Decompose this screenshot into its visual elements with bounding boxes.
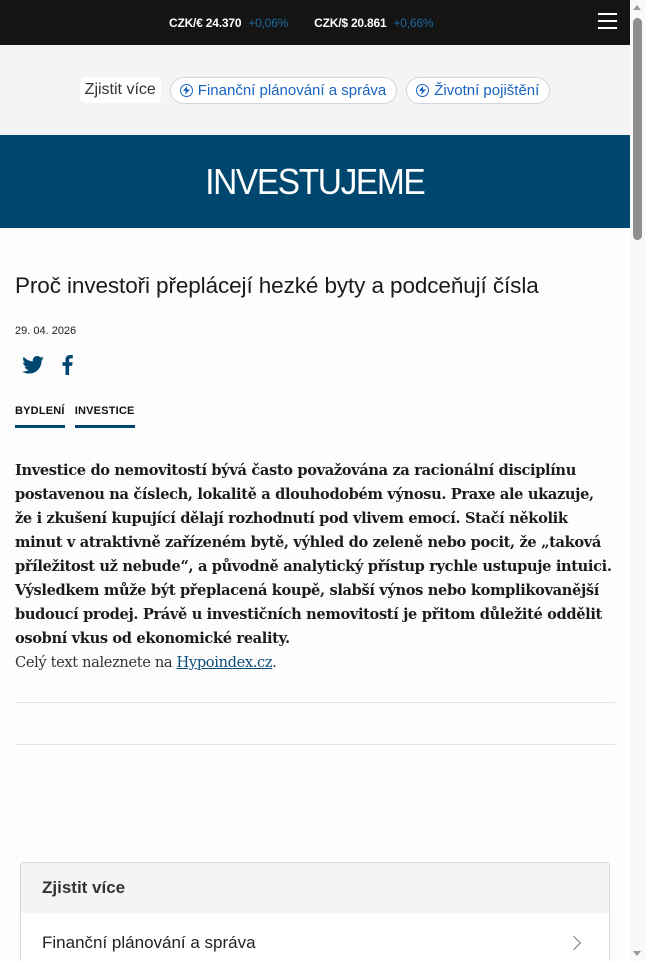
learn-more-bar xyxy=(0,45,630,135)
facebook-icon[interactable] xyxy=(62,355,73,375)
chevron-right-icon xyxy=(567,936,581,950)
divider xyxy=(15,702,615,703)
bolt-circle-icon xyxy=(180,84,193,97)
rate-pair: CZK/$ 20.861 xyxy=(314,15,387,30)
pill-label: Finanční plánování a správa xyxy=(197,81,387,99)
article-lead: Investice do nemovitostí bývá často považována za racionální disciplínu postavenou na číslech, lokalitě a dlouhodobém výnosu. Praxe ale ukazuje, že i zkušení kupující dělají rozhodnutí pod vlivem emocí. Stačí několik minut v atraktivně zařízeném bytě, výhled do zeleně nebo pocit, že „taková příležitost už nebude“, a původně analytický přístup rychle ustupuje intuici. Výsledkem může být přeplacená koupě, slabší výnos nebo komplikovanější budoucí prodej. Právě u investičních nemovitostí je přitom důležité oddělit osobní vkus od ekonomické reality. xyxy=(15,462,612,647)
article-source xyxy=(15,651,615,675)
rate-change: +0,06% xyxy=(248,15,289,30)
pill-life-insurance[interactable] xyxy=(406,77,550,104)
scroll-up-arrow-icon[interactable] xyxy=(633,5,641,10)
tag-bydleni[interactable]: BYDLENÍ xyxy=(15,405,65,428)
article-date: 29. 04. 2026 xyxy=(15,325,77,337)
currency-rates xyxy=(169,0,459,45)
pill-financial-planning[interactable] xyxy=(170,77,397,104)
learn-more-item-label: Finanční plánování a správa xyxy=(42,933,256,952)
brand-logo[interactable]: INVESTUJEME xyxy=(205,160,425,202)
learn-more-box xyxy=(20,862,610,961)
source-link[interactable]: Hypoindex.cz xyxy=(176,654,273,671)
divider xyxy=(15,744,615,745)
article-body xyxy=(0,459,630,675)
share-buttons xyxy=(15,355,615,375)
currency-ticker-bar xyxy=(0,0,630,45)
article-header xyxy=(0,272,630,428)
source-suffix: . xyxy=(272,654,277,671)
twitter-icon[interactable] xyxy=(22,356,44,374)
learn-more-item-financial-planning[interactable] xyxy=(21,913,609,961)
vertical-scrollbar[interactable] xyxy=(630,0,645,961)
scrollbar-thumb[interactable] xyxy=(633,18,642,240)
scroll-down-arrow-icon[interactable] xyxy=(633,951,641,956)
rate-change: +0,66% xyxy=(393,15,434,30)
hamburger-menu-icon[interactable] xyxy=(598,13,617,31)
rate-usd xyxy=(314,16,433,30)
source-prefix: Celý text naleznete na xyxy=(15,654,177,671)
rate-pair: CZK/€ 24.370 xyxy=(169,15,242,30)
brand-banner xyxy=(0,135,630,228)
rate-eur xyxy=(169,16,288,30)
tag-investice[interactable]: INVESTICE xyxy=(75,405,135,428)
learn-more-heading: Zjistit více xyxy=(21,863,609,913)
pill-label: Životní pojištění xyxy=(434,81,540,99)
article-title: Proč investoři přeplácejí hezké byty a podceňují čísla xyxy=(15,273,539,298)
article-tags xyxy=(15,405,615,428)
learn-more-label: Zjistit více xyxy=(80,77,161,103)
bolt-circle-icon xyxy=(416,84,429,97)
